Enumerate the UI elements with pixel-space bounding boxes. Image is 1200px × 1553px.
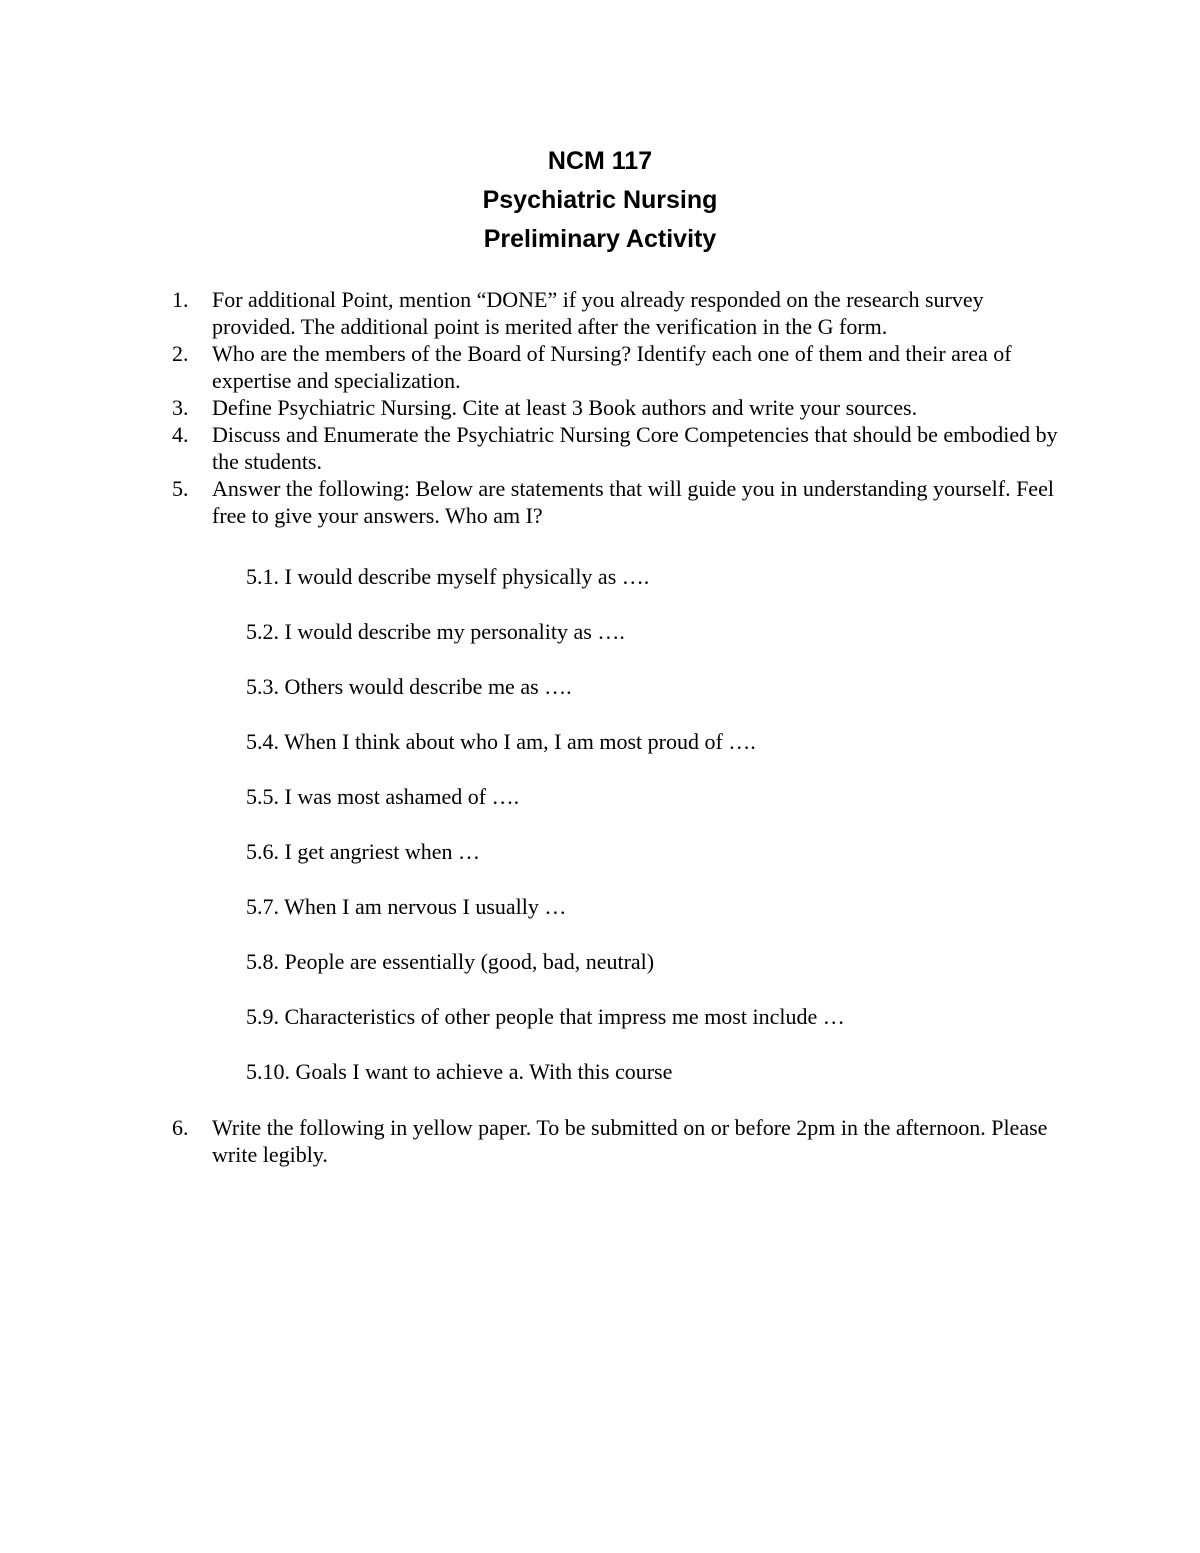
course-code: NCM 117 — [547, 147, 653, 175]
item-number: 4. — [172, 422, 189, 447]
list-item — [172, 475, 1072, 529]
list-item — [172, 421, 1072, 475]
item-number: 6. — [172, 1115, 189, 1140]
item-number: 2. — [172, 341, 189, 366]
final-item — [172, 1114, 1072, 1168]
item-text: Who are the members of the Board of Nursing? Identify each one of them and their area of expertise and specialization. — [212, 341, 1012, 393]
course-title: Psychiatric Nursing — [482, 186, 718, 214]
list-item — [172, 394, 1072, 421]
sub-item: 5.3. Others would describe me as …. — [246, 674, 572, 699]
item-number: 1. — [172, 287, 189, 312]
item-number: 3. — [172, 395, 189, 420]
sub-item: 5.1. I would describe myself physically as …. — [246, 564, 650, 589]
activity-title: Preliminary Activity — [483, 225, 717, 253]
item-text: Write the following in yellow paper. To be submitted on or before 2pm in the afternoon. Please write legibly. — [212, 1115, 1048, 1167]
list-item — [172, 286, 1072, 340]
item-text: For additional Point, mention “DONE” if you already responded on the research survey provided. The additional point is merited after the verification in the G form. — [212, 287, 984, 339]
sub-item: 5.7. When I am nervous I usually … — [246, 894, 567, 919]
item-text: Answer the following: Below are statements that will guide you in understanding yourself. Feel free to give your answers. Who am I? — [212, 476, 1054, 528]
list-item — [172, 1114, 1072, 1168]
item-text: Define Psychiatric Nursing. Cite at least 3 Book authors and write your sources. — [212, 395, 918, 420]
sub-item: 5.8. People are essentially (good, bad, neutral) — [246, 949, 655, 974]
sub-item: 5.6. I get angriest when … — [246, 839, 480, 864]
sub-item: 5.2. I would describe my personality as …. — [246, 619, 625, 644]
sub-item: 5.10. Goals I want to achieve a. With this course — [246, 1059, 673, 1084]
item-text: Discuss and Enumerate the Psychiatric Nursing Core Competencies that should be embodied by the students. — [212, 422, 1058, 474]
item-number: 5. — [172, 476, 189, 501]
sub-item: 5.4. When I think about who I am, I am most proud of …. — [246, 729, 756, 754]
list-item — [172, 340, 1072, 394]
question-list — [172, 286, 1072, 529]
sub-item: 5.9. Characteristics of other people that impress me most include … — [246, 1004, 845, 1029]
sub-item: 5.5. I was most ashamed of …. — [246, 784, 520, 809]
